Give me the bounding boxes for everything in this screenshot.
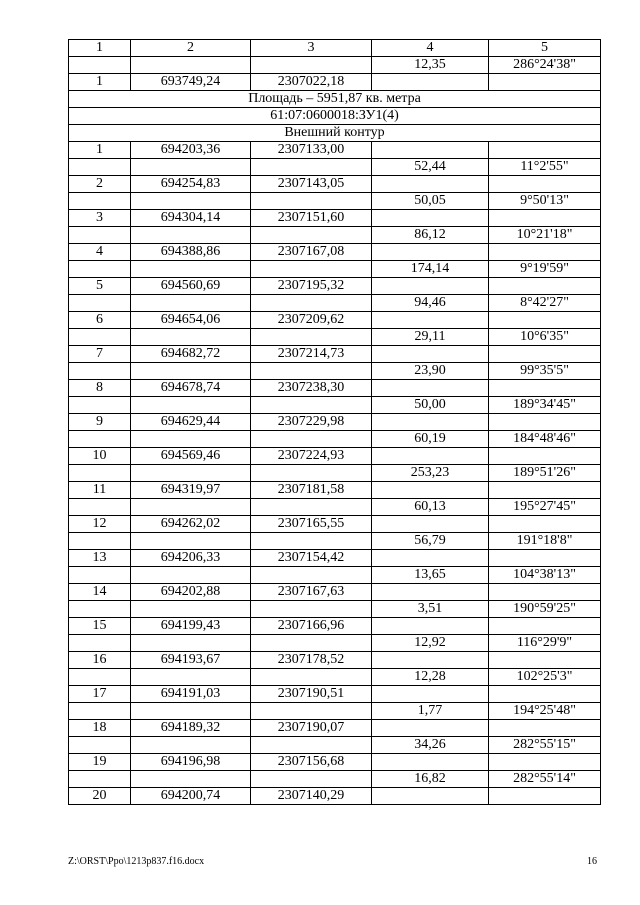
point-number-cell: 6 — [69, 312, 131, 329]
distance-cell — [372, 482, 489, 499]
area-label: Площадь – 5951,87 кв. метра — [69, 91, 601, 108]
y-coordinate-cell — [251, 295, 372, 312]
distance-cell: 23,90 — [372, 363, 489, 380]
distance-cell: 16,82 — [372, 771, 489, 788]
y-coordinate-cell — [251, 261, 372, 278]
y-coordinate-cell — [251, 465, 372, 482]
x-coordinate-cell: 694262,02 — [131, 516, 251, 533]
y-coordinate-cell — [251, 57, 372, 74]
distance-cell — [372, 720, 489, 737]
y-coordinate-cell: 2307156,68 — [251, 754, 372, 771]
distance-cell — [372, 550, 489, 567]
table-row — [69, 533, 601, 550]
distance-cell: 60,13 — [372, 499, 489, 516]
point-number-cell: 2 — [69, 176, 131, 193]
table-row — [69, 686, 601, 703]
bearing-cell — [489, 244, 601, 261]
point-number-cell: 3 — [69, 210, 131, 227]
point-number-cell: 13 — [69, 550, 131, 567]
distance-cell: 12,92 — [372, 635, 489, 652]
bearing-cell: 8°42'27" — [489, 295, 601, 312]
x-coordinate-cell: 694254,83 — [131, 176, 251, 193]
distance-cell: 1,77 — [372, 703, 489, 720]
distance-cell — [372, 414, 489, 431]
point-number-cell: 12 — [69, 516, 131, 533]
table-row — [69, 295, 601, 312]
point-number-cell — [69, 499, 131, 516]
x-coordinate-cell: 694196,98 — [131, 754, 251, 771]
table-row — [69, 516, 601, 533]
bearing-cell — [489, 618, 601, 635]
distance-cell: 56,79 — [372, 533, 489, 550]
distance-cell — [372, 244, 489, 261]
distance-cell — [372, 686, 489, 703]
table-row — [69, 448, 601, 465]
x-coordinate-cell — [131, 465, 251, 482]
coordinates-table — [68, 39, 601, 805]
distance-cell — [372, 74, 489, 91]
distance-cell — [372, 142, 489, 159]
point-number-cell — [69, 771, 131, 788]
y-coordinate-cell — [251, 397, 372, 414]
table-row — [69, 363, 601, 380]
x-coordinate-cell — [131, 737, 251, 754]
table-row — [69, 414, 601, 431]
x-coordinate-cell: 694189,32 — [131, 720, 251, 737]
distance-cell — [372, 448, 489, 465]
x-coordinate-cell — [131, 159, 251, 176]
distance-cell: 174,14 — [372, 261, 489, 278]
y-coordinate-cell: 2307209,62 — [251, 312, 372, 329]
table-row — [69, 329, 601, 346]
table-row — [69, 431, 601, 448]
bearing-cell — [489, 346, 601, 363]
point-number-cell: 20 — [69, 788, 131, 805]
y-coordinate-cell — [251, 431, 372, 448]
bearing-cell — [489, 584, 601, 601]
table-row — [69, 261, 601, 278]
x-coordinate-cell: 694388,86 — [131, 244, 251, 261]
table-row — [69, 193, 601, 210]
x-coordinate-cell — [131, 193, 251, 210]
bearing-cell — [489, 550, 601, 567]
distance-cell — [372, 346, 489, 363]
table-row — [69, 584, 601, 601]
bearing-cell: 104°38'13" — [489, 567, 601, 584]
table-row — [69, 703, 601, 720]
x-coordinate-cell: 694319,97 — [131, 482, 251, 499]
y-coordinate-cell — [251, 227, 372, 244]
y-coordinate-cell: 2307166,96 — [251, 618, 372, 635]
point-number-cell: 19 — [69, 754, 131, 771]
x-coordinate-cell: 694654,06 — [131, 312, 251, 329]
footer-file-path: Z:\ORST\Ppo\1213p837.f16.docx — [68, 856, 205, 867]
x-coordinate-cell: 694193,67 — [131, 652, 251, 669]
y-coordinate-cell: 2307151,60 — [251, 210, 372, 227]
x-coordinate-cell: 693749,24 — [131, 74, 251, 91]
distance-cell: 94,46 — [372, 295, 489, 312]
y-coordinate-cell: 2307238,30 — [251, 380, 372, 397]
x-coordinate-cell: 694199,43 — [131, 618, 251, 635]
distance-cell: 52,44 — [372, 159, 489, 176]
y-coordinate-cell — [251, 669, 372, 686]
point-number-cell — [69, 465, 131, 482]
x-coordinate-cell: 694682,72 — [131, 346, 251, 363]
y-coordinate-cell: 2307154,42 — [251, 550, 372, 567]
x-coordinate-cell — [131, 703, 251, 720]
x-coordinate-cell — [131, 533, 251, 550]
bearing-cell: 189°51'26" — [489, 465, 601, 482]
table-row — [69, 465, 601, 482]
bearing-cell — [489, 380, 601, 397]
y-coordinate-cell — [251, 703, 372, 720]
table-row — [69, 57, 601, 74]
y-coordinate-cell: 2307190,07 — [251, 720, 372, 737]
distance-cell: 34,26 — [372, 737, 489, 754]
area-row — [69, 91, 601, 108]
point-number-cell — [69, 261, 131, 278]
table-row — [69, 720, 601, 737]
distance-cell: 29,11 — [372, 329, 489, 346]
y-coordinate-cell — [251, 635, 372, 652]
y-coordinate-cell — [251, 567, 372, 584]
x-coordinate-cell: 694560,69 — [131, 278, 251, 295]
y-coordinate-cell: 2307140,29 — [251, 788, 372, 805]
bearing-cell: 286°24'38" — [489, 57, 601, 74]
point-number-cell — [69, 635, 131, 652]
table-row — [69, 652, 601, 669]
x-coordinate-cell: 694203,36 — [131, 142, 251, 159]
table-row — [69, 771, 601, 788]
y-coordinate-cell — [251, 533, 372, 550]
header-cell: 1 — [69, 40, 131, 57]
point-number-cell: 9 — [69, 414, 131, 431]
x-coordinate-cell — [131, 295, 251, 312]
y-coordinate-cell — [251, 329, 372, 346]
point-number-cell: 1 — [69, 142, 131, 159]
table-row — [69, 244, 601, 261]
y-coordinate-cell: 2307167,63 — [251, 584, 372, 601]
bearing-cell — [489, 652, 601, 669]
x-coordinate-cell — [131, 431, 251, 448]
header-cell: 3 — [251, 40, 372, 57]
header-cell: 2 — [131, 40, 251, 57]
table-row — [69, 601, 601, 618]
distance-cell: 60,19 — [372, 431, 489, 448]
table-row — [69, 159, 601, 176]
y-coordinate-cell: 2307224,93 — [251, 448, 372, 465]
y-coordinate-cell — [251, 737, 372, 754]
point-number-cell: 11 — [69, 482, 131, 499]
distance-cell — [372, 516, 489, 533]
bearing-cell: 282°55'15" — [489, 737, 601, 754]
table-row — [69, 278, 601, 295]
table-row — [69, 74, 601, 91]
point-number-cell — [69, 703, 131, 720]
bearing-cell: 282°55'14" — [489, 771, 601, 788]
y-coordinate-cell: 2307143,05 — [251, 176, 372, 193]
distance-cell — [372, 754, 489, 771]
point-number-cell — [69, 431, 131, 448]
bearing-cell: 194°25'48" — [489, 703, 601, 720]
point-number-cell — [69, 567, 131, 584]
point-number-cell — [69, 601, 131, 618]
x-coordinate-cell — [131, 397, 251, 414]
bearing-cell: 191°18'8" — [489, 533, 601, 550]
distance-cell — [372, 210, 489, 227]
cadastral-number-label: 61:07:0600018:ЗУ1(4) — [69, 108, 601, 125]
bearing-cell — [489, 278, 601, 295]
point-number-cell — [69, 159, 131, 176]
x-coordinate-cell: 694206,33 — [131, 550, 251, 567]
point-number-cell — [69, 737, 131, 754]
bearing-cell: 189°34'45" — [489, 397, 601, 414]
bearing-cell — [489, 720, 601, 737]
distance-cell: 13,65 — [372, 567, 489, 584]
y-coordinate-cell: 2307214,73 — [251, 346, 372, 363]
header-row — [69, 40, 601, 57]
bearing-cell: 10°6'35" — [489, 329, 601, 346]
distance-cell: 50,00 — [372, 397, 489, 414]
bearing-cell — [489, 686, 601, 703]
point-number-cell: 8 — [69, 380, 131, 397]
bearing-cell: 190°59'25" — [489, 601, 601, 618]
point-number-cell — [69, 193, 131, 210]
point-number-cell: 15 — [69, 618, 131, 635]
y-coordinate-cell: 2307167,08 — [251, 244, 372, 261]
point-number-cell — [69, 397, 131, 414]
bearing-cell: 102°25'3" — [489, 669, 601, 686]
x-coordinate-cell — [131, 771, 251, 788]
x-coordinate-cell — [131, 499, 251, 516]
distance-cell — [372, 788, 489, 805]
distance-cell — [372, 380, 489, 397]
distance-cell: 12,35 — [372, 57, 489, 74]
y-coordinate-cell: 2307133,00 — [251, 142, 372, 159]
x-coordinate-cell — [131, 601, 251, 618]
point-number-cell: 1 — [69, 74, 131, 91]
x-coordinate-cell: 694202,88 — [131, 584, 251, 601]
bearing-cell: 9°19'59" — [489, 261, 601, 278]
bearing-cell: 195°27'45" — [489, 499, 601, 516]
y-coordinate-cell — [251, 363, 372, 380]
point-number-cell: 16 — [69, 652, 131, 669]
bearing-cell — [489, 516, 601, 533]
bearing-cell: 10°21'18" — [489, 227, 601, 244]
x-coordinate-cell — [131, 261, 251, 278]
point-number-cell: 14 — [69, 584, 131, 601]
point-number-cell — [69, 57, 131, 74]
table-row — [69, 482, 601, 499]
table-row — [69, 754, 601, 771]
table-row — [69, 210, 601, 227]
table-row — [69, 669, 601, 686]
y-coordinate-cell: 2307181,58 — [251, 482, 372, 499]
y-coordinate-cell — [251, 159, 372, 176]
bearing-cell — [489, 414, 601, 431]
distance-cell: 253,23 — [372, 465, 489, 482]
y-coordinate-cell — [251, 601, 372, 618]
x-coordinate-cell — [131, 567, 251, 584]
distance-cell — [372, 584, 489, 601]
x-coordinate-cell: 694191,03 — [131, 686, 251, 703]
x-coordinate-cell — [131, 363, 251, 380]
point-number-cell: 17 — [69, 686, 131, 703]
y-coordinate-cell — [251, 499, 372, 516]
distance-cell: 12,28 — [372, 669, 489, 686]
point-number-cell — [69, 363, 131, 380]
bearing-cell: 99°35'5" — [489, 363, 601, 380]
y-coordinate-cell: 2307165,55 — [251, 516, 372, 533]
table-row — [69, 788, 601, 805]
x-coordinate-cell: 694304,14 — [131, 210, 251, 227]
table-row — [69, 227, 601, 244]
header-cell: 4 — [372, 40, 489, 57]
contour-label: Внешний контур — [69, 125, 601, 142]
x-coordinate-cell: 694629,44 — [131, 414, 251, 431]
bearing-cell — [489, 176, 601, 193]
x-coordinate-cell — [131, 329, 251, 346]
distance-cell — [372, 278, 489, 295]
point-number-cell — [69, 227, 131, 244]
y-coordinate-cell: 2307190,51 — [251, 686, 372, 703]
table-row — [69, 312, 601, 329]
distance-cell: 50,05 — [372, 193, 489, 210]
distance-cell — [372, 618, 489, 635]
table-row — [69, 176, 601, 193]
point-number-cell: 5 — [69, 278, 131, 295]
x-coordinate-cell — [131, 227, 251, 244]
point-number-cell: 10 — [69, 448, 131, 465]
table-row — [69, 499, 601, 516]
bearing-cell: 116°29'9" — [489, 635, 601, 652]
y-coordinate-cell — [251, 193, 372, 210]
table-row — [69, 618, 601, 635]
page-number: 16 — [587, 856, 597, 867]
point-number-cell — [69, 533, 131, 550]
x-coordinate-cell — [131, 57, 251, 74]
header-cell: 5 — [489, 40, 601, 57]
y-coordinate-cell: 2307178,52 — [251, 652, 372, 669]
distance-cell — [372, 176, 489, 193]
bearing-cell: 184°48'46" — [489, 431, 601, 448]
bearing-cell — [489, 312, 601, 329]
bearing-cell — [489, 74, 601, 91]
table-row — [69, 737, 601, 754]
table-row — [69, 567, 601, 584]
contour-row — [69, 125, 601, 142]
table-row — [69, 397, 601, 414]
point-number-cell — [69, 329, 131, 346]
bearing-cell: 9°50'13" — [489, 193, 601, 210]
point-number-cell: 7 — [69, 346, 131, 363]
x-coordinate-cell — [131, 669, 251, 686]
table-row — [69, 142, 601, 159]
point-number-cell: 4 — [69, 244, 131, 261]
y-coordinate-cell: 2307229,98 — [251, 414, 372, 431]
bearing-cell — [489, 142, 601, 159]
bearing-cell — [489, 448, 601, 465]
x-coordinate-cell — [131, 635, 251, 652]
point-number-cell — [69, 295, 131, 312]
bearing-cell — [489, 788, 601, 805]
table-row — [69, 380, 601, 397]
bearing-cell — [489, 482, 601, 499]
distance-cell: 3,51 — [372, 601, 489, 618]
x-coordinate-cell: 694569,46 — [131, 448, 251, 465]
x-coordinate-cell: 694678,74 — [131, 380, 251, 397]
table-row — [69, 550, 601, 567]
y-coordinate-cell — [251, 771, 372, 788]
table-row — [69, 346, 601, 363]
distance-cell: 86,12 — [372, 227, 489, 244]
table-row — [69, 635, 601, 652]
cadastral-row — [69, 108, 601, 125]
distance-cell — [372, 312, 489, 329]
y-coordinate-cell: 2307022,18 — [251, 74, 372, 91]
bearing-cell — [489, 210, 601, 227]
distance-cell — [372, 652, 489, 669]
bearing-cell: 11°2'55" — [489, 159, 601, 176]
point-number-cell: 18 — [69, 720, 131, 737]
x-coordinate-cell: 694200,74 — [131, 788, 251, 805]
point-number-cell — [69, 669, 131, 686]
y-coordinate-cell: 2307195,32 — [251, 278, 372, 295]
bearing-cell — [489, 754, 601, 771]
